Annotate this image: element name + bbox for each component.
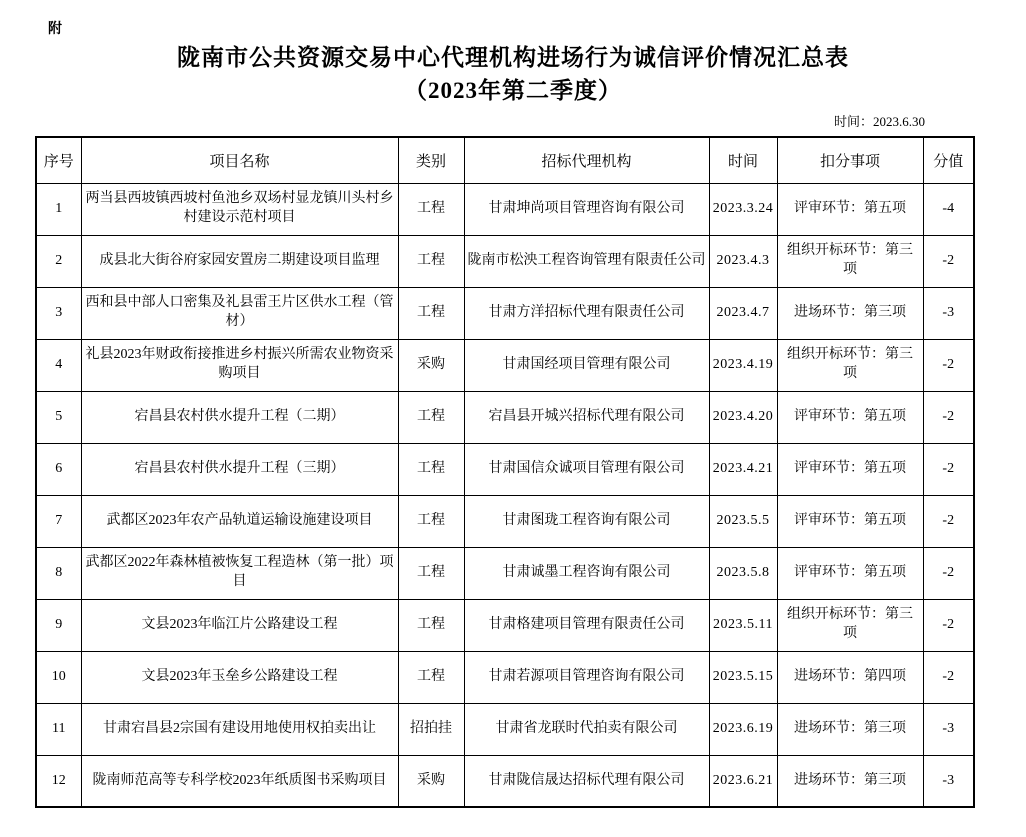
cell-score: -2	[923, 547, 974, 599]
cell-deduction: 进场环节：第三项	[777, 287, 923, 339]
table-row	[36, 495, 974, 547]
cell-deduction: 组织开标环节：第三项	[777, 599, 923, 651]
cell-agency: 甘肃国信众诚项目管理有限公司	[464, 443, 709, 495]
cell-date: 2023.4.7	[709, 287, 777, 339]
cell-agency: 甘肃格建项目管理有限责任公司	[464, 599, 709, 651]
cell-date: 2023.4.3	[709, 235, 777, 287]
cell-score: -3	[923, 287, 974, 339]
cell-deduction: 评审环节：第五项	[777, 183, 923, 235]
cell-project: 宕昌县农村供水提升工程（三期）	[81, 443, 398, 495]
table-row	[36, 235, 974, 287]
cell-date: 2023.4.19	[709, 339, 777, 391]
cell-score: -2	[923, 235, 974, 287]
cell-agency: 甘肃省龙联时代拍卖有限公司	[464, 703, 709, 755]
cell-no: 5	[36, 391, 81, 443]
table-row	[36, 339, 974, 391]
cell-deduction: 评审环节：第五项	[777, 547, 923, 599]
cell-agency: 宕昌县开城兴招标代理有限公司	[464, 391, 709, 443]
cell-score: -2	[923, 599, 974, 651]
cell-category: 工程	[398, 651, 464, 703]
cell-agency: 甘肃方洋招标代理有限责任公司	[464, 287, 709, 339]
cell-no: 11	[36, 703, 81, 755]
cell-category: 工程	[398, 495, 464, 547]
cell-deduction: 进场环节：第三项	[777, 703, 923, 755]
cell-date: 2023.3.24	[709, 183, 777, 235]
cell-date: 2023.6.19	[709, 703, 777, 755]
cell-date: 2023.4.20	[709, 391, 777, 443]
cell-no: 3	[36, 287, 81, 339]
cell-project: 西和县中部人口密集及礼县雷王片区供水工程（管材）	[81, 287, 398, 339]
cell-no: 7	[36, 495, 81, 547]
cell-project: 武都区2022年森林植被恢复工程造林（第一批）项目	[81, 547, 398, 599]
cell-project: 甘肃宕昌县2宗国有建设用地使用权拍卖出让	[81, 703, 398, 755]
cell-score: -2	[923, 651, 974, 703]
cell-category: 工程	[398, 599, 464, 651]
cell-project: 武都区2023年农产品轨道运输设施建设项目	[81, 495, 398, 547]
cell-project: 成县北大街谷府家园安置房二期建设项目监理	[81, 235, 398, 287]
cell-project: 陇南师范高等专科学校2023年纸质图书采购项目	[81, 755, 398, 807]
cell-agency: 甘肃图珑工程咨询有限公司	[464, 495, 709, 547]
cell-category: 招拍挂	[398, 703, 464, 755]
header-date: 时间	[709, 137, 777, 183]
cell-no: 9	[36, 599, 81, 651]
cell-no: 6	[36, 443, 81, 495]
cell-agency: 陇南市松泱工程咨询管理有限责任公司	[464, 235, 709, 287]
table-header	[36, 137, 974, 183]
cell-no: 4	[36, 339, 81, 391]
cell-agency: 甘肃诚墨工程咨询有限公司	[464, 547, 709, 599]
cell-date: 2023.5.15	[709, 651, 777, 703]
table-row	[36, 599, 974, 651]
cell-score: -2	[923, 339, 974, 391]
cell-score: -2	[923, 495, 974, 547]
evaluation-table	[35, 136, 975, 808]
header-row	[36, 137, 974, 183]
cell-date: 2023.4.21	[709, 443, 777, 495]
cell-project: 文县2023年临江片公路建设工程	[81, 599, 398, 651]
cell-no: 10	[36, 651, 81, 703]
cell-agency: 甘肃若源项目管理咨询有限公司	[464, 651, 709, 703]
cell-date: 2023.5.8	[709, 547, 777, 599]
table-row	[36, 651, 974, 703]
cell-date: 2023.5.11	[709, 599, 777, 651]
cell-agency: 甘肃陇信晟达招标代理有限公司	[464, 755, 709, 807]
header-project: 项目名称	[81, 137, 398, 183]
cell-score: -2	[923, 443, 974, 495]
page-title-line2: （2023年第二季度）	[404, 77, 622, 103]
table-row	[36, 443, 974, 495]
cell-category: 采购	[398, 755, 464, 807]
table-row	[36, 183, 974, 235]
header-score: 分值	[923, 137, 974, 183]
table-row	[36, 547, 974, 599]
header-category: 类别	[398, 137, 464, 183]
page-title-line1: 陇南市公共资源交易中心代理机构进场行为诚信评价情况汇总表	[177, 45, 849, 70]
cell-deduction: 进场环节：第四项	[777, 651, 923, 703]
cell-category: 工程	[398, 287, 464, 339]
report-date: 时间：2023.6.30	[833, 114, 925, 130]
cell-category: 采购	[398, 339, 464, 391]
cell-deduction: 组织开标环节：第三项	[777, 339, 923, 391]
header-agency: 招标代理机构	[464, 137, 709, 183]
table-row	[36, 703, 974, 755]
cell-category: 工程	[398, 547, 464, 599]
cell-deduction: 组织开标环节：第三项	[777, 235, 923, 287]
table-body	[36, 183, 974, 807]
cell-deduction: 进场环节：第三项	[777, 755, 923, 807]
page-title	[0, 0, 1026, 107]
cell-no: 12	[36, 755, 81, 807]
table-row	[36, 287, 974, 339]
cell-score: -3	[923, 755, 974, 807]
cell-deduction: 评审环节：第五项	[777, 443, 923, 495]
cell-date: 2023.5.5	[709, 495, 777, 547]
cell-project: 宕昌县农村供水提升工程（二期）	[81, 391, 398, 443]
cell-deduction: 评审环节：第五项	[777, 495, 923, 547]
cell-category: 工程	[398, 443, 464, 495]
cell-score: -4	[923, 183, 974, 235]
cell-project: 礼县2023年财政衔接推进乡村振兴所需农业物资采购项目	[81, 339, 398, 391]
cell-deduction: 评审环节：第五项	[777, 391, 923, 443]
cell-score: -3	[923, 703, 974, 755]
cell-agency: 甘肃国经项目管理有限公司	[464, 339, 709, 391]
cell-no: 1	[36, 183, 81, 235]
table-row	[36, 391, 974, 443]
header-no: 序号	[36, 137, 81, 183]
cell-category: 工程	[398, 183, 464, 235]
cell-category: 工程	[398, 391, 464, 443]
table-row	[36, 755, 974, 807]
attachment-marker: 附	[48, 22, 62, 37]
cell-agency: 甘肃坤尚项目管理咨询有限公司	[464, 183, 709, 235]
cell-no: 2	[36, 235, 81, 287]
cell-date: 2023.6.21	[709, 755, 777, 807]
cell-project: 文县2023年玉垒乡公路建设工程	[81, 651, 398, 703]
cell-category: 工程	[398, 235, 464, 287]
cell-score: -2	[923, 391, 974, 443]
header-deduction: 扣分事项	[777, 137, 923, 183]
cell-no: 8	[36, 547, 81, 599]
cell-project: 两当县西坡镇西坡村鱼池乡双场村显龙镇川头村乡村建设示范村项目	[81, 183, 398, 235]
